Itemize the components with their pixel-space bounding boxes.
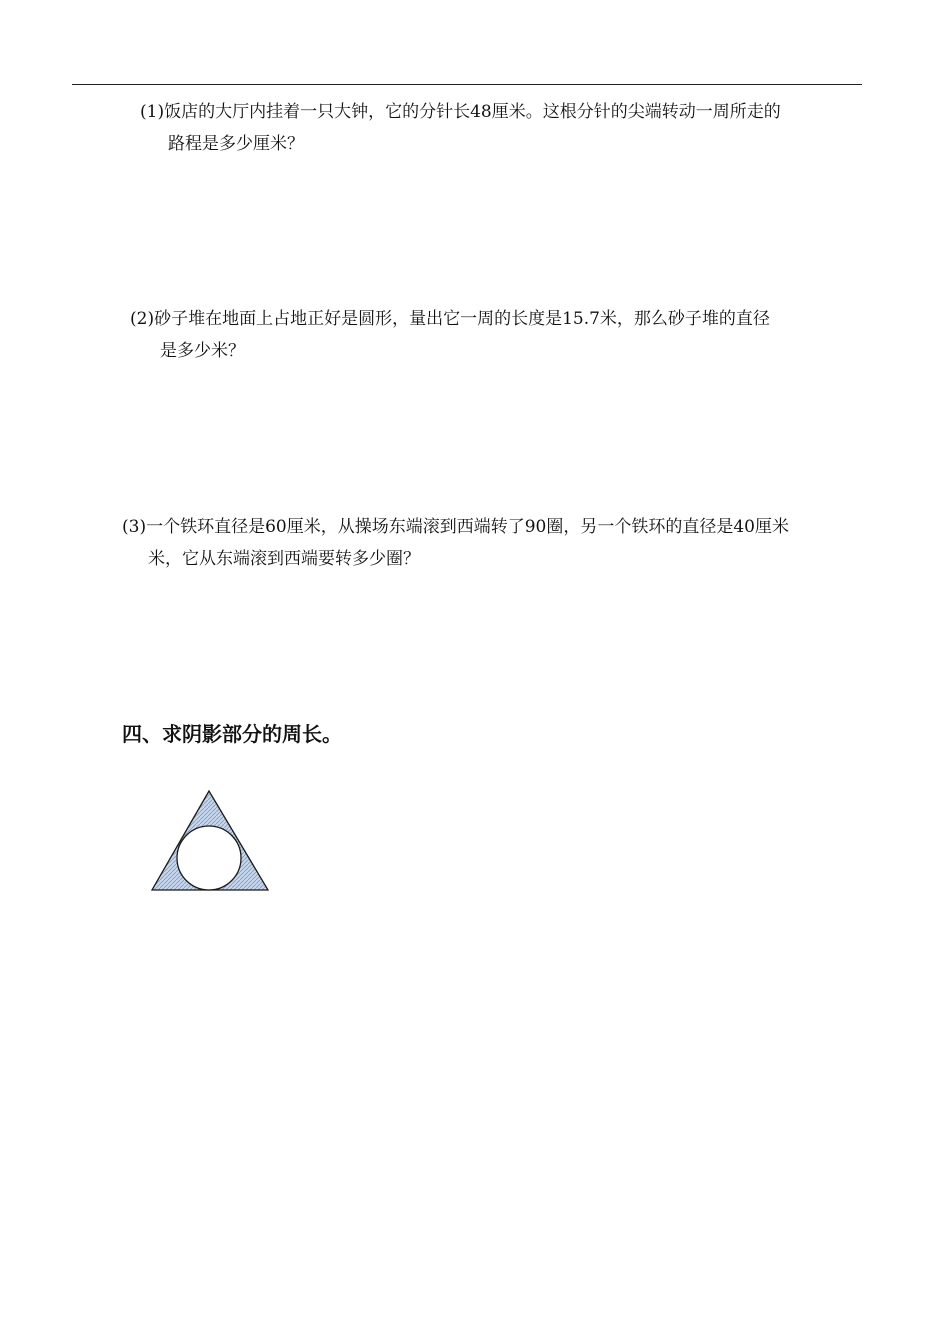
question-3-line-2: 米，它从东端滚到西端要转多少圈？ (148, 549, 420, 569)
question-3 (122, 511, 789, 575)
shaded-triangle-figure (148, 788, 272, 896)
triangle-circle-diagram (148, 788, 272, 896)
question-1 (140, 96, 781, 160)
question-2 (130, 303, 770, 367)
section-4-title: 四、求阴影部分的周长。 (122, 722, 342, 746)
inscribed-circle (177, 826, 241, 890)
question-1-line-2: 路程是多少厘米？ (168, 134, 304, 154)
question-1-line-1: (1)饭店的大厅内挂着一只大钟，它的分针长48厘米。这根分针的尖端转动一周所走的 (140, 102, 781, 122)
question-2-line-1: (2)砂子堆在地面上占地正好是圆形，量出它一周的长度是15.7米，那么砂子堆的直径 (130, 309, 770, 329)
question-2-line-2: 是多少米？ (160, 341, 245, 361)
question-3-line-1: (3)一个铁环直径是60厘米，从操场东端滚到西端转了90圈，另一个铁环的直径是40厘米 (122, 517, 789, 537)
header-rule (72, 84, 862, 85)
